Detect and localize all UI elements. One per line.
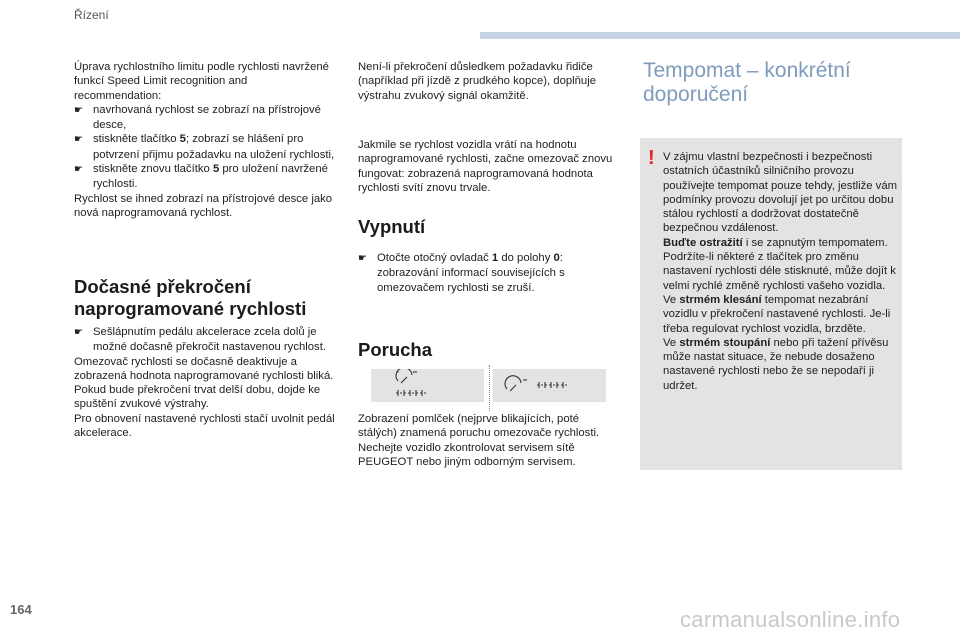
- speed-limiter-dashes-icon: [493, 369, 606, 402]
- after-text: Rychlost se ihned zobrazí na přístrojové desce jako nová naprogramovaná rychlost.: [74, 192, 333, 219]
- bullet-marker: ☛: [74, 134, 83, 146]
- warning-text: [663, 150, 898, 393]
- fault-text: [358, 412, 620, 469]
- speed-limiter-dashes-icon: [371, 369, 484, 402]
- paragraph: Omezovač rychlosti se dočasně deaktivuje a zobrazená hodnota naprogramované rychlosti bliká.: [74, 355, 334, 382]
- section-heading: Dočasné překročení naprogramované rychlosti: [74, 276, 307, 319]
- bullet-marker: ☛: [74, 327, 83, 338]
- off-instructions: [358, 251, 620, 295]
- section-temporary-exceed: [74, 276, 336, 320]
- bullet-marker: ☛: [74, 164, 83, 176]
- section-label: Řízení: [74, 8, 109, 22]
- paragraph: Pokud bude překročení trvat delší dobu, dojde ke spuštění zvukové výstrahy.: [74, 384, 321, 411]
- bullet-marker: ☛: [74, 104, 83, 116]
- exclamation-icon: !: [648, 147, 655, 169]
- list-item: ☛ Sešlápnutím pedálu akcelerace zcela dolů je možné dočasně překročit nastavenou rychlost.: [74, 326, 326, 354]
- column-1-body: [74, 325, 336, 440]
- column-2-top: [358, 60, 620, 103]
- paragraph: Není-li překročení důsledkem požadavku řidiče (například při jízdě z prudkého kopce), doplňuje výstrahu zvukový signál okamžitě.: [358, 61, 597, 102]
- column-2-mid: [358, 138, 620, 195]
- fault-display-steady: [493, 369, 606, 402]
- section-off: [358, 216, 620, 238]
- paragraph: Buďte ostražití i se zapnutým tempomatem. Podržíte-li některé z tlačítek pro změnu nastavení rychlosti déle stisknuté, může dojít k velmi rychlé změně rychlosti vašeho vozidla.: [663, 236, 896, 292]
- section-fault: [358, 339, 620, 361]
- section-heading: Porucha: [358, 339, 433, 360]
- paragraph: Ve strmém stoupání nebo při tažení přívěsu může nastat situace, že nebude dosaženo nastavené rychlosti nebo že se nepodaří ji udržet.: [663, 336, 889, 392]
- list-item: ☛ stiskněte znovu tlačítko 5 pro uložení navržené rychlosti.: [74, 163, 328, 191]
- list-item: ☛ Otočte otočný ovladač 1 do polohy 0: zobrazování informací souvisejících s omezovačem rychlosti se zruší.: [358, 252, 565, 294]
- watermark: carmanualsonline.info: [680, 607, 901, 632]
- list-item: ☛ navrhovaná rychlost se zobrazí na přístrojové desce,: [74, 103, 321, 132]
- warning-box: [640, 138, 902, 470]
- section-heading: Vypnutí: [358, 216, 426, 237]
- paragraph: Nechejte vozidlo zkontrolovat servisem sítě PEUGEOT nebo jiným odborným servisem.: [358, 441, 576, 468]
- paragraph: Zobrazení pomlček (nejprve blikajících, poté stálých) znamená poruchu omezovače rychlosti.: [358, 413, 600, 440]
- column-1: [74, 60, 336, 220]
- fault-display-flashing: [371, 369, 484, 402]
- list-item: ☛ stiskněte tlačítko 5; zobrazí se hlášení pro potvrzení přijmu požadavku na uložení rychlosti,: [74, 133, 335, 161]
- paragraph: Pro obnovení nastavené rychlosti stačí uvolnit pedál akcelerace.: [74, 412, 335, 440]
- page-number: 164: [10, 602, 32, 617]
- display-divider: [489, 365, 490, 411]
- bullet-marker: ☛: [358, 253, 367, 264]
- section-heading: Tempomat – konkrétní doporučení: [643, 59, 851, 106]
- paragraph: Jakmile se rychlost vozidla vrátí na hodnotu naprogramované rychlosti, začne omezovač znovu fungovat: zobrazená naprogramovaná hodnota rychlosti svítí znovu trvale.: [358, 139, 613, 194]
- header-bar: [480, 32, 960, 39]
- intro-text: Úprava rychlostního limitu podle rychlosti navržené funkcí Speed Limit recognition and recommendation:: [74, 61, 329, 102]
- paragraph: V zájmu vlastní bezpečnosti i bezpečnosti ostatních účastníků silničního provozu používejte tempomat pouze tehdy, jestliže vám podmínky provozu dovolují jet po určitou dobu stálou rychlostí a dodržovat dostatečně bezpečnou vzdálenost.: [663, 151, 898, 235]
- section-cruise-recommendations: [643, 59, 933, 107]
- paragraph: Ve strmém klesání tempomat nezabrání vozidlu v překročení nastavené rychlosti. Je-li třeba regulovat rychlost vozidla, brzděte.: [663, 293, 891, 335]
